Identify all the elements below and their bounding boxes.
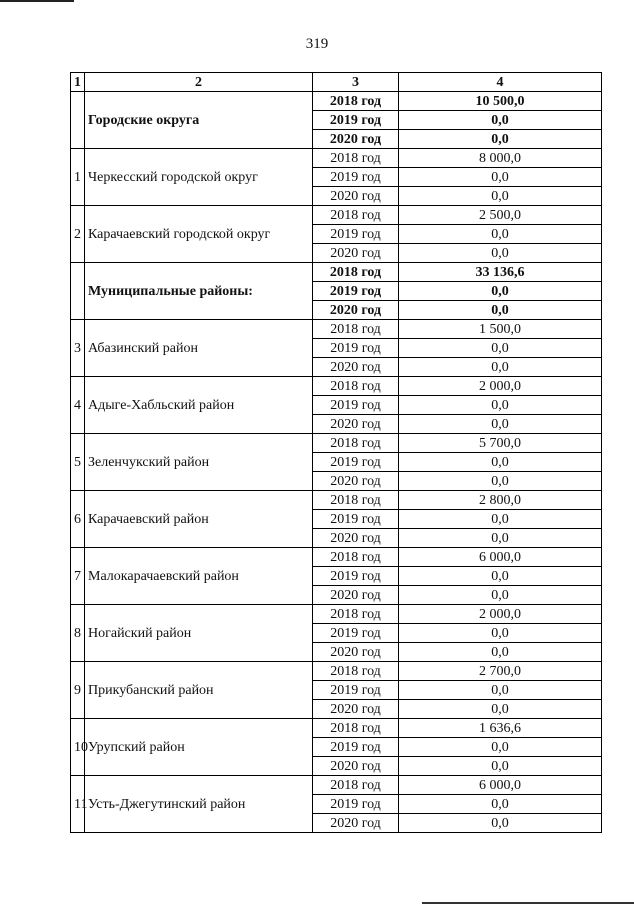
table-row (71, 206, 602, 225)
row-number: 7 (71, 548, 85, 605)
table-row (71, 719, 602, 738)
amount-cell: 0,0 (399, 757, 602, 776)
row-number: 2 (71, 206, 85, 263)
amount-cell: 5 700,0 (399, 434, 602, 453)
amount-cell: 2 800,0 (399, 491, 602, 510)
amount-cell: 0,0 (399, 586, 602, 605)
amount-cell: 0,0 (399, 339, 602, 358)
amount-cell: 0,0 (399, 510, 602, 529)
table-row (71, 605, 602, 624)
row-number: 11 (71, 776, 85, 833)
amount-cell: 0,0 (399, 529, 602, 548)
row-number: 6 (71, 491, 85, 548)
scan-edge-line (422, 902, 634, 904)
table-row (71, 548, 602, 567)
amount-cell: 0,0 (399, 396, 602, 415)
amount-cell: 0,0 (399, 225, 602, 244)
budget-table (70, 72, 602, 833)
year-cell: 2019 год (313, 510, 399, 529)
amount-cell: 0,0 (399, 453, 602, 472)
municipality-name: Карачаевский район (85, 491, 313, 548)
year-cell: 2020 год (313, 244, 399, 263)
table-row (71, 776, 602, 795)
header-row (71, 73, 602, 92)
amount-cell: 0,0 (399, 168, 602, 187)
header-cell: 4 (399, 73, 602, 92)
amount-cell: 6 000,0 (399, 548, 602, 567)
year-cell: 2019 год (313, 681, 399, 700)
table-row (71, 320, 602, 339)
amount-cell: 0,0 (399, 282, 602, 301)
year-cell: 2018 год (313, 206, 399, 225)
amount-cell: 0,0 (399, 358, 602, 377)
amount-cell: 10 500,0 (399, 92, 602, 111)
year-cell: 2018 год (313, 434, 399, 453)
amount-cell: 0,0 (399, 130, 602, 149)
row-number: 8 (71, 605, 85, 662)
year-cell: 2019 год (313, 339, 399, 358)
municipality-name: Урупский район (85, 719, 313, 776)
year-cell: 2019 год (313, 282, 399, 301)
table-row (71, 92, 602, 111)
year-cell: 2020 год (313, 757, 399, 776)
amount-cell: 1 500,0 (399, 320, 602, 339)
amount-cell: 0,0 (399, 814, 602, 833)
amount-cell: 8 000,0 (399, 149, 602, 168)
year-cell: 2018 год (313, 263, 399, 282)
year-cell: 2018 год (313, 548, 399, 567)
municipality-name: Карачаевский городской округ (85, 206, 313, 263)
municipality-name: Прикубанский район (85, 662, 313, 719)
amount-cell: 0,0 (399, 681, 602, 700)
year-cell: 2019 год (313, 567, 399, 586)
municipality-name: Черкесский городской округ (85, 149, 313, 206)
municipality-name: Городские округа (85, 92, 313, 149)
amount-cell: 0,0 (399, 567, 602, 586)
amount-cell: 0,0 (399, 624, 602, 643)
year-cell: 2019 год (313, 624, 399, 643)
row-number (71, 92, 85, 149)
year-cell: 2020 год (313, 643, 399, 662)
year-cell: 2019 год (313, 168, 399, 187)
table-row (71, 434, 602, 453)
municipality-name: Малокарачаевский район (85, 548, 313, 605)
year-cell: 2020 год (313, 187, 399, 206)
year-cell: 2018 год (313, 320, 399, 339)
table-row (71, 491, 602, 510)
year-cell: 2019 год (313, 111, 399, 130)
header-cell: 1 (71, 73, 85, 92)
year-cell: 2020 год (313, 301, 399, 320)
table-row (71, 662, 602, 681)
year-cell: 2019 год (313, 795, 399, 814)
amount-cell: 0,0 (399, 187, 602, 206)
municipality-name: Абазинский район (85, 320, 313, 377)
table-row (71, 377, 602, 396)
amount-cell: 2 000,0 (399, 605, 602, 624)
amount-cell: 0,0 (399, 415, 602, 434)
page-number: 319 (305, 36, 329, 52)
year-cell: 2018 год (313, 776, 399, 795)
table-row (71, 263, 602, 282)
year-cell: 2019 год (313, 225, 399, 244)
row-number: 3 (71, 320, 85, 377)
municipality-name: Зеленчукский район (85, 434, 313, 491)
year-cell: 2020 год (313, 586, 399, 605)
amount-cell: 2 500,0 (399, 206, 602, 225)
row-number: 10 (71, 719, 85, 776)
year-cell: 2020 год (313, 472, 399, 491)
year-cell: 2019 год (313, 396, 399, 415)
municipality-name: Адыге-Хабльский район (85, 377, 313, 434)
amount-cell: 0,0 (399, 643, 602, 662)
year-cell: 2018 год (313, 662, 399, 681)
scan-edge-line (0, 0, 74, 2)
amount-cell: 0,0 (399, 111, 602, 130)
amount-cell: 0,0 (399, 244, 602, 263)
year-cell: 2018 год (313, 491, 399, 510)
year-cell: 2019 год (313, 738, 399, 757)
header-cell: 2 (85, 73, 313, 92)
row-number: 9 (71, 662, 85, 719)
municipality-name: Ногайский район (85, 605, 313, 662)
year-cell: 2020 год (313, 358, 399, 377)
table-row (71, 149, 602, 168)
year-cell: 2020 год (313, 529, 399, 548)
year-cell: 2020 год (313, 700, 399, 719)
row-number (71, 263, 85, 320)
year-cell: 2018 год (313, 605, 399, 624)
year-cell: 2018 год (313, 719, 399, 738)
row-number: 4 (71, 377, 85, 434)
year-cell: 2018 год (313, 92, 399, 111)
year-cell: 2018 год (313, 377, 399, 396)
amount-cell: 1 636,6 (399, 719, 602, 738)
row-number: 5 (71, 434, 85, 491)
row-number: 1 (71, 149, 85, 206)
municipality-name: Усть-Джегутинский район (85, 776, 313, 833)
year-cell: 2018 год (313, 149, 399, 168)
amount-cell: 0,0 (399, 472, 602, 491)
year-cell: 2020 год (313, 130, 399, 149)
municipality-name: Муниципальные районы: (85, 263, 313, 320)
amount-cell: 0,0 (399, 738, 602, 757)
year-cell: 2019 год (313, 453, 399, 472)
year-cell: 2020 год (313, 814, 399, 833)
year-cell: 2020 год (313, 415, 399, 434)
amount-cell: 33 136,6 (399, 263, 602, 282)
amount-cell: 2 000,0 (399, 377, 602, 396)
amount-cell: 2 700,0 (399, 662, 602, 681)
amount-cell: 0,0 (399, 700, 602, 719)
amount-cell: 6 000,0 (399, 776, 602, 795)
header-cell: 3 (313, 73, 399, 92)
amount-cell: 0,0 (399, 301, 602, 320)
amount-cell: 0,0 (399, 795, 602, 814)
